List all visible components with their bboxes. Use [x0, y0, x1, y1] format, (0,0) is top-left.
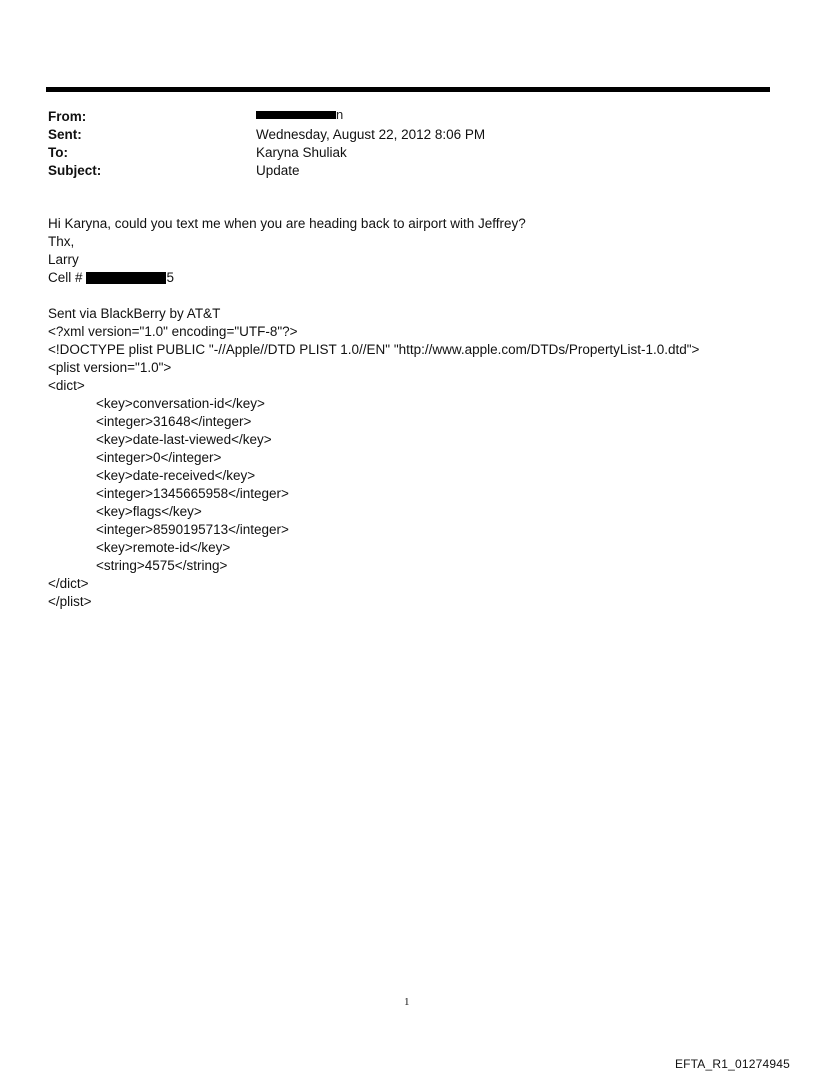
sent-label: Sent: — [48, 127, 82, 142]
plist-entry: <integer>8590195713</integer> — [96, 522, 289, 537]
plist-entry: <integer>1345665958</integer> — [96, 486, 289, 501]
xml-declaration: <?xml version="1.0" encoding="UTF-8"?> — [48, 324, 298, 339]
subject-label: Subject: — [48, 163, 102, 178]
plist-entry: <key>date-received</key> — [96, 468, 256, 483]
dict-open: <dict> — [48, 378, 85, 393]
to-value: Karyna Shuliak — [256, 145, 347, 160]
email-body — [48, 215, 788, 611]
dict-close: </dict> — [48, 576, 89, 591]
plist-entry: <key>flags</key> — [96, 504, 202, 519]
plist-entry: <key>date-last-viewed</key> — [96, 432, 272, 447]
body-line: Thx, — [48, 234, 75, 249]
plist-open: <plist version="1.0"> — [48, 360, 172, 375]
header-rule — [46, 87, 770, 92]
to-label: To: — [48, 145, 68, 160]
body-line: Larry — [48, 252, 79, 267]
email-header — [48, 108, 748, 180]
doctype-line: <!DOCTYPE plist PUBLIC "-//Apple//DTD PLIST 1.0//EN" "http://www.apple.com/DTDs/PropertyList-1.0.dtd"> — [48, 342, 700, 357]
from-redaction — [256, 111, 336, 119]
to-row — [48, 144, 748, 162]
body-line: Hi Karyna, could you text me when you are heading back to airport with Jeffrey? — [48, 216, 526, 231]
spacer — [48, 287, 788, 305]
cell-suffix: 5 — [166, 270, 175, 285]
from-row — [48, 108, 748, 126]
plist-entry: <integer>31648</integer> — [96, 414, 252, 429]
subject-value: Update — [256, 163, 300, 178]
plist-close: </plist> — [48, 594, 92, 609]
cell-prefix: Cell # — [48, 270, 83, 285]
from-residual-text: n — [336, 107, 344, 122]
sent-via-line: Sent via BlackBerry by AT&T — [48, 306, 221, 321]
bates-number: EFTA_R1_01274945 — [674, 1057, 790, 1071]
plist-entry: <integer>0</integer> — [96, 450, 222, 465]
sent-row — [48, 126, 748, 144]
plist-entry: <key>remote-id</key> — [96, 540, 231, 555]
page-number: 1 — [404, 996, 410, 1008]
from-label: From: — [48, 109, 87, 124]
plist-entry: <key>conversation-id</key> — [96, 396, 265, 411]
plist-entry: <string>4575</string> — [96, 558, 228, 573]
sent-value: Wednesday, August 22, 2012 8:06 PM — [256, 127, 486, 142]
subject-row — [48, 162, 748, 180]
cell-line — [48, 269, 788, 287]
cell-redaction — [86, 272, 166, 284]
